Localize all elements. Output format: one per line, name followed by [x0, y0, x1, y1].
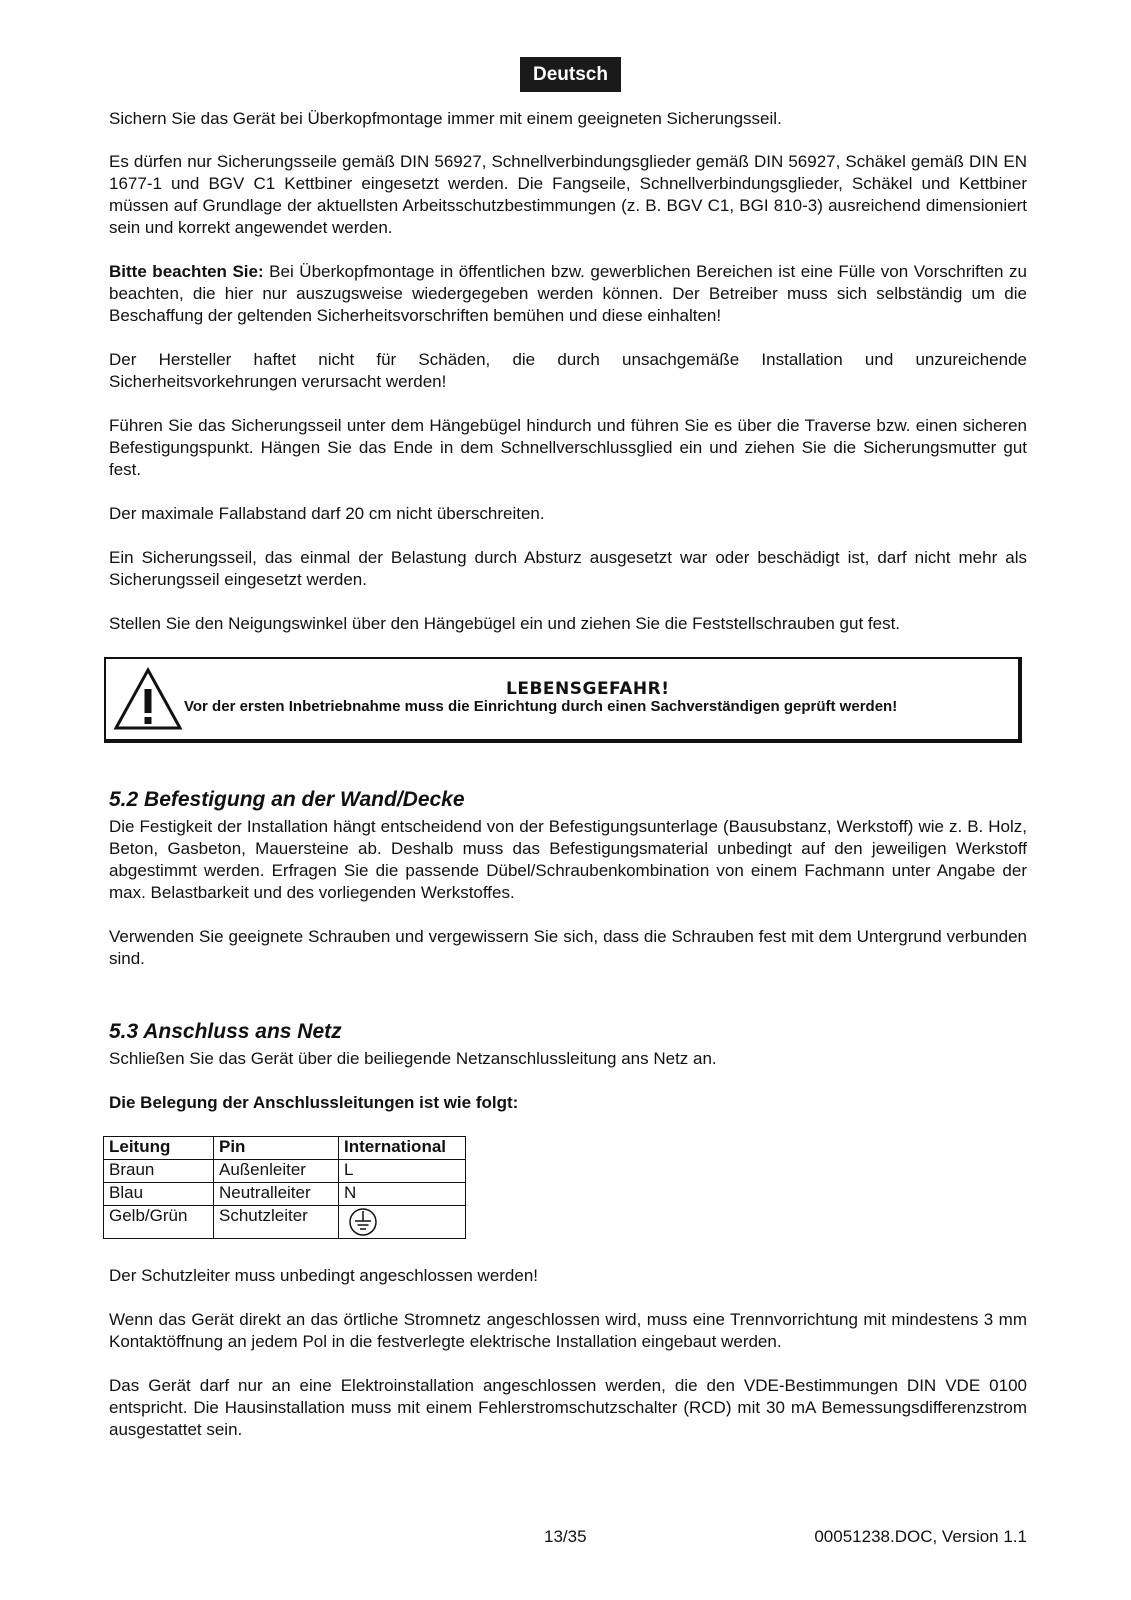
note-label: Bitte beachten Sie: — [109, 262, 264, 281]
table-header-row — [104, 1137, 466, 1160]
paragraph: Der Schutzleiter muss unbedingt angeschlossen werden! — [109, 1266, 539, 1285]
table-cell: Neutralleiter — [214, 1183, 339, 1206]
table-cell: Außenleiter — [214, 1160, 339, 1183]
table-row — [104, 1160, 466, 1183]
table-cell: Blau — [104, 1183, 214, 1206]
section-heading-5-2: 5.2 Befestigung an der Wand/Decke — [109, 788, 465, 811]
section-heading-5-3: 5.3 Anschluss ans Netz — [109, 1020, 342, 1043]
paragraph: Schließen Sie das Gerät über die beiliegende Netzanschlussleitung ans Netz an. — [109, 1049, 717, 1068]
language-badge: Deutsch — [520, 57, 621, 92]
page-number: 13/35 — [544, 1527, 587, 1546]
page-content — [109, 108, 1027, 1463]
table-cell: N — [339, 1183, 466, 1206]
table-header-cell: Pin — [214, 1137, 339, 1160]
table-cell: Braun — [104, 1160, 214, 1183]
document-id: 00051238.DOC, Version 1.1 — [814, 1527, 1027, 1546]
connection-table — [103, 1136, 466, 1239]
paragraph: Sichern Sie das Gerät bei Überkopfmontage immer mit einem geeigneten Sicherungsseil. — [109, 109, 782, 128]
table-row — [104, 1206, 466, 1239]
table-row — [104, 1183, 466, 1206]
paragraph: Die Festigkeit der Installation hängt entscheidend von der Befestigungsunterlage (Bausubstanz, Werkstoff) wie z. B. Holz, Beton, Gasbeton, Mauersteine ab. Deshalb muss das Befestigungsmaterial unbedingt auf den jeweiligen Werkstoff abgestimmt werden. Erfragen Sie die passende Dübel/Schraubenkombination von einem Fachmann unter Angabe der max. Belastbarkeit und des vorliegenden Werkstoffes. — [109, 817, 1027, 902]
paragraph: Das Gerät darf nur an eine Elektroinstallation angeschlossen werden, die den VDE-Bestimmungen DIN VDE 0100 entspricht. Die Hausinstallation muss mit einem Fehlerstromschutzschalter (RCD) mit 30 mA Bemessungsdifferenzstrom ausgestattet sein. — [109, 1376, 1027, 1439]
note-text: Bei Überkopfmontage in öffentlichen bzw. gewerblichen Bereichen ist eine Fülle von Vorschriften zu beachten, die hier nur auszugsweise wiedergegeben werden können. Der Betreiber muss sich selbständig um die Beschaffung der geltenden Sicherheitsvorschriften bemühen und diese einhalten! — [109, 262, 1027, 325]
paragraph — [109, 261, 1027, 327]
warning-box — [104, 657, 1022, 743]
table-cell: Gelb/Grün — [104, 1206, 214, 1239]
warning-triangle-icon — [113, 667, 183, 731]
paragraph: Der maximale Fallabstand darf 20 cm nicht überschreiten. — [109, 504, 545, 523]
table-cell — [339, 1206, 466, 1239]
table-caption: Die Belegung der Anschlussleitungen ist wie folgt: — [109, 1093, 519, 1112]
paragraph: Der Hersteller haftet nicht für Schäden, die durch unsachgemäße Installation und unzureichende Sicherheitsvorkehrungen verursacht werden! — [109, 350, 1027, 391]
table-cell: Schutzleiter — [214, 1206, 339, 1239]
paragraph: Es dürfen nur Sicherungsseile gemäß DIN 56927, Schnellverbindungsglieder gemäß DIN 56927, Schäkel gemäß DIN EN 1677-1 und BGV C1 Kettbiner eingesetzt werden. Die Fangseile, Schnellverbindungsglieder, Schäkel und Kettbiner müssen auf Grundlage der aktuellsten Arbeitsschutzbestimmungen (z. B. BGV C1, BGI 810-3) ausreichend dimensioniert sein und korrekt angewendet werden. — [109, 152, 1027, 237]
warning-text: Vor der ersten Inbetriebnahme muss die Einrichtung durch einen Sachverständigen geprüft werden! — [184, 698, 898, 715]
paragraph: Ein Sicherungsseil, das einmal der Belastung durch Absturz ausgesetzt war oder beschädigt ist, darf nicht mehr als Sicherungsseil eingesetzt werden. — [109, 548, 1027, 589]
paragraph: Wenn das Gerät direkt an das örtliche Stromnetz angeschlossen wird, muss eine Trennvorrichtung mit mindestens 3 mm Kontaktöffnung an jedem Pol in die festverlegte elektrische Installation eingebaut werden. — [109, 1310, 1027, 1351]
paragraph: Führen Sie das Sicherungsseil unter dem Hängebügel hindurch und führen Sie es über die Traverse bzw. einen sicheren Befestigungspunkt. Hängen Sie das Ende in dem Schnellverschlussglied ein und ziehen Sie die Sicherungsmutter gut fest. — [109, 416, 1027, 479]
table-cell: L — [339, 1160, 466, 1183]
table-header-cell: Leitung — [104, 1137, 214, 1160]
paragraph: Verwenden Sie geeignete Schrauben und vergewissern Sie sich, dass die Schrauben fest mit dem Untergrund verbunden sind. — [109, 927, 1027, 968]
warning-title: LEBENSGEFAHR! — [506, 679, 670, 699]
protective-earth-icon — [346, 1207, 380, 1237]
table-header-cell: International — [339, 1137, 466, 1160]
paragraph: Stellen Sie den Neigungswinkel über den Hängebügel ein und ziehen Sie die Feststellschrauben gut fest. — [109, 614, 901, 633]
